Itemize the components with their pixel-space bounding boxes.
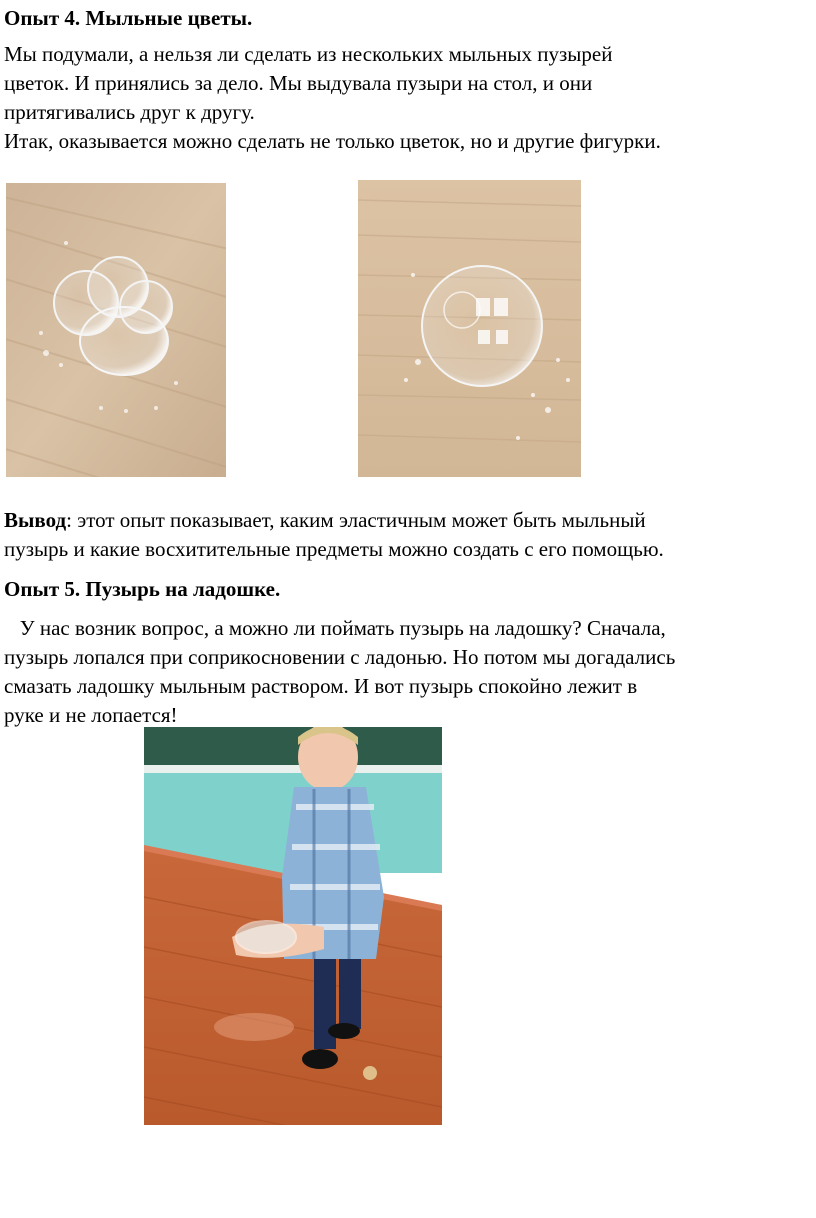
exp5-title: Опыт 5. Пузырь на ладошке. (4, 577, 281, 601)
exp5-paragraph (4, 614, 812, 730)
conclusion-text-2: пузырь и какие восхитительные предметы можно создать с его помощью. (4, 537, 664, 561)
exp4-paragraph (4, 40, 812, 156)
exp5-line-3: смазать ладошку мыльным раствором. И вот пузырь спокойно лежит в (4, 674, 638, 698)
bubble-dome-photo (358, 180, 581, 477)
child-bubble-image (144, 727, 442, 1125)
exp4-line-3: притягивались друг к другу. (4, 100, 255, 124)
bubble-dome-image (358, 180, 581, 477)
exp4-line-1: Мы подумали, а нельзя ли сделать из нескольких мыльных пузырей (4, 42, 613, 66)
conclusion (4, 506, 812, 564)
bubble-flower-image (6, 183, 226, 477)
conclusion-text-1: : этот опыт показывает, каким эластичным может быть мыльный (66, 508, 646, 532)
exp5-line-1: У нас возник вопрос, а можно ли поймать пузырь на ладошку? Сначала, (4, 616, 666, 640)
child-bubble-photo (144, 727, 442, 1125)
exp5-line-2: пузырь лопался при соприкосновении с ладонью. Но потом мы догадались (4, 645, 676, 669)
exp5-line-4: руке и не лопается! (4, 703, 178, 727)
conclusion-label: Вывод (4, 508, 67, 532)
bubble-flower-photo (6, 183, 226, 477)
conclusion-line-1 (4, 506, 812, 535)
exp4-line-4: Итак, оказывается можно сделать не только цветок, но и другие фигурки. (4, 129, 661, 153)
exp4-line-2: цветок. И принялись за дело. Мы выдувала пузыри на стол, и они (4, 71, 593, 95)
exp4-title: Опыт 4. Мыльные цветы. (4, 6, 253, 30)
